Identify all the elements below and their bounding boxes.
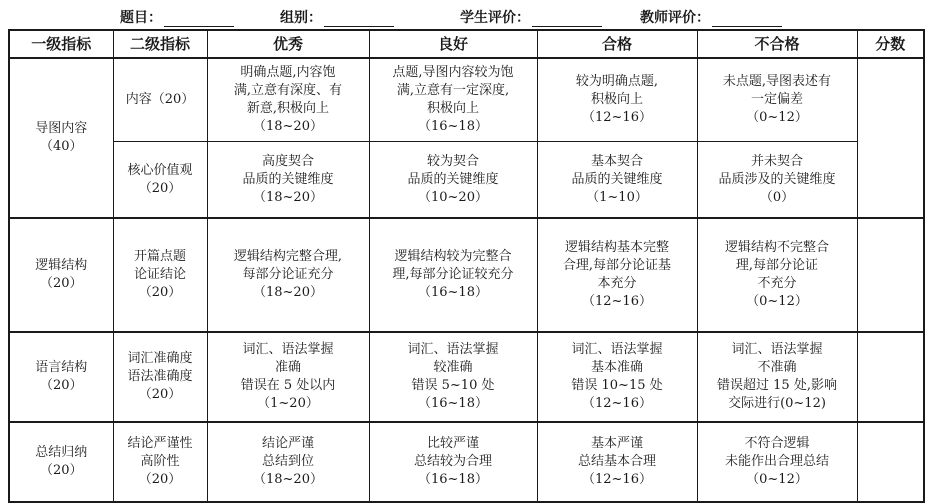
secondary-indicator-cell-line: 语法准确度 bbox=[127, 369, 193, 384]
fail-cell bbox=[697, 142, 857, 219]
fail-cell-line: 错误超过 15 处,影响 bbox=[717, 378, 837, 393]
good-cell-line: 词汇、语法掌握 bbox=[407, 342, 499, 357]
pass-cell-line: 逻辑结构基本完整 bbox=[564, 240, 669, 255]
fail-cell-line: 不充分 bbox=[757, 276, 797, 291]
primary-indicator-cell-line: （20） bbox=[39, 378, 83, 393]
excellent-cell bbox=[207, 142, 369, 219]
fail-cell bbox=[697, 58, 857, 142]
excellent-cell bbox=[207, 218, 369, 332]
good-cell bbox=[369, 332, 537, 422]
excellent-cell-line: 词汇、语法掌握 bbox=[242, 342, 334, 357]
fail-cell bbox=[697, 332, 857, 422]
pass-cell-line: （12~16） bbox=[582, 396, 652, 411]
secondary-indicator-cell bbox=[113, 58, 207, 142]
excellent-cell-line: 新意,积极向上 bbox=[246, 101, 330, 116]
fail-cell-line: （0~12） bbox=[746, 110, 808, 125]
secondary-indicator-cell-line: （20） bbox=[138, 472, 182, 487]
good-cell-line: 品质的关键维度 bbox=[407, 171, 499, 187]
excellent-cell-line: 逻辑结构完整合理, bbox=[233, 249, 343, 264]
primary-indicator-cell-line: 逻辑结构 bbox=[35, 258, 88, 273]
fail-cell-line: 理,每部分论证 bbox=[735, 258, 819, 273]
teacher-eval-field bbox=[640, 7, 782, 27]
secondary-indicator-cell-line: 词汇准确度 bbox=[127, 351, 193, 366]
good-cell bbox=[369, 58, 537, 142]
good-cell-line: 错误 5~10 处 bbox=[411, 378, 495, 393]
primary-indicator-cell-line: （40） bbox=[39, 139, 83, 154]
secondary-indicator-cell bbox=[113, 422, 207, 502]
good-cell-line: 点题,导图内容较为饱 bbox=[392, 65, 514, 80]
excellent-cell-line: （18~20） bbox=[253, 189, 323, 205]
pass-cell bbox=[537, 422, 697, 502]
primary-indicator-cell-line: 语言结构 bbox=[35, 360, 88, 375]
good-cell-line: 理,每部分论证较充分 bbox=[392, 267, 514, 282]
topic-blank[interactable] bbox=[164, 12, 234, 27]
col-header-pass: 合格 bbox=[537, 30, 697, 58]
group-label: 组别： bbox=[280, 10, 322, 26]
fail-cell-line: （0~12） bbox=[746, 472, 808, 487]
col-header-primary: 一级指标 bbox=[9, 30, 113, 58]
fail-cell-line: 并未契合 bbox=[750, 153, 803, 169]
table-row bbox=[9, 142, 924, 219]
pass-cell-line: 合理,每部分论证基 bbox=[562, 258, 672, 273]
secondary-indicator-cell-line: （20） bbox=[138, 387, 182, 402]
teacher-eval-label: 教师评价： bbox=[640, 10, 710, 26]
primary-indicator-cell bbox=[9, 422, 113, 502]
primary-indicator-cell-line: 总结归纳 bbox=[35, 445, 88, 460]
pass-cell-line: 积极向上 bbox=[590, 92, 643, 107]
student-eval-blank[interactable] bbox=[532, 12, 602, 27]
excellent-cell-line: 总结到位 bbox=[261, 454, 314, 469]
fail-cell-line: 未点题,导图表述有 bbox=[722, 74, 832, 89]
form-header bbox=[0, 3, 930, 27]
fail-cell-line: 逻辑结构不完整合 bbox=[724, 240, 829, 255]
col-header-excellent: 优秀 bbox=[207, 30, 369, 58]
table-row bbox=[9, 58, 924, 142]
fail-cell bbox=[697, 422, 857, 502]
pass-cell-line: 较为明确点题, bbox=[575, 74, 659, 89]
pass-cell-line: 基本契合 bbox=[590, 153, 643, 169]
good-cell-line: （10~20） bbox=[418, 189, 488, 205]
secondary-indicator-cell bbox=[113, 142, 207, 219]
secondary-indicator-cell-line: （20） bbox=[138, 180, 182, 196]
fail-cell-line: 不符合逻辑 bbox=[744, 436, 810, 451]
student-eval-label: 学生评价： bbox=[460, 10, 530, 26]
secondary-indicator-cell bbox=[113, 332, 207, 422]
fail-cell-line: 未能作出合理总结 bbox=[724, 454, 829, 469]
secondary-indicator-cell-line: 开篇点题 bbox=[133, 249, 186, 264]
pass-cell bbox=[537, 58, 697, 142]
fail-cell bbox=[697, 218, 857, 332]
topic-field bbox=[120, 7, 234, 27]
good-cell-line: 总结较为合理 bbox=[413, 454, 492, 469]
pass-cell-line: 错误 10~15 处 bbox=[571, 378, 663, 393]
secondary-indicator-cell bbox=[113, 218, 207, 332]
good-cell-line: 比较严谨 bbox=[426, 436, 479, 451]
secondary-indicator-cell-line: 内容（20） bbox=[125, 92, 195, 107]
fail-cell-line: 品质涉及的关键维度 bbox=[718, 171, 836, 187]
primary-indicator-cell bbox=[9, 58, 113, 218]
score-cell[interactable] bbox=[857, 58, 924, 218]
fail-cell-line: 不准确 bbox=[757, 360, 797, 375]
secondary-indicator-cell-line: 高阶性 bbox=[140, 454, 180, 469]
col-header-secondary: 二级指标 bbox=[113, 30, 207, 58]
fail-cell-line: （0~12） bbox=[746, 294, 808, 309]
good-cell-line: 积极向上 bbox=[426, 101, 479, 116]
header-row bbox=[9, 30, 924, 58]
pass-cell-line: 总结基本合理 bbox=[577, 454, 656, 469]
primary-indicator-cell-line: 导图内容 bbox=[35, 121, 88, 136]
pass-cell bbox=[537, 332, 697, 422]
excellent-cell-line: 错误在 5 处以内 bbox=[240, 378, 336, 393]
pass-cell bbox=[537, 218, 697, 332]
group-field bbox=[280, 7, 394, 27]
table-row bbox=[9, 422, 924, 502]
excellent-cell-line: 满,立意有深度、有 bbox=[233, 83, 343, 98]
primary-indicator-cell-line: （20） bbox=[39, 463, 83, 478]
table-row bbox=[9, 332, 924, 422]
teacher-eval-blank[interactable] bbox=[712, 12, 782, 27]
pass-cell-line: （1~10） bbox=[586, 189, 648, 205]
good-cell-line: 较准确 bbox=[433, 360, 473, 375]
good-cell bbox=[369, 142, 537, 219]
excellent-cell-line: 结论严谨 bbox=[261, 436, 314, 451]
fail-cell-line: （0） bbox=[759, 189, 795, 205]
excellent-cell-line: 每部分论证充分 bbox=[242, 267, 334, 282]
good-cell-line: （16~18） bbox=[418, 119, 488, 134]
pass-cell-line: 基本严谨 bbox=[590, 436, 643, 451]
student-eval-field bbox=[460, 7, 602, 27]
rubric-table bbox=[8, 29, 925, 503]
excellent-cell-line: 明确点题,内容饱 bbox=[240, 65, 336, 80]
primary-indicator-cell-line: （20） bbox=[39, 276, 83, 291]
col-header-good: 良好 bbox=[369, 30, 537, 58]
fail-cell-line: 交际进行(0~12) bbox=[728, 396, 826, 411]
excellent-cell-line: （18~20） bbox=[253, 285, 323, 300]
excellent-cell-line: 品质的关键维度 bbox=[242, 171, 334, 187]
fail-cell-line: 一定偏差 bbox=[750, 92, 803, 107]
score-cell[interactable] bbox=[857, 332, 924, 422]
excellent-cell bbox=[207, 422, 369, 502]
excellent-cell-line: 准确 bbox=[274, 360, 301, 375]
excellent-cell bbox=[207, 58, 369, 142]
good-cell-line: （16~18） bbox=[418, 396, 488, 411]
primary-indicator-cell bbox=[9, 218, 113, 332]
excellent-cell-line: （1~20） bbox=[257, 396, 319, 411]
good-cell bbox=[369, 218, 537, 332]
group-blank[interactable] bbox=[324, 12, 394, 27]
good-cell-line: （16~18） bbox=[418, 472, 488, 487]
excellent-cell-line: （18~20） bbox=[253, 472, 323, 487]
good-cell-line: （16~18） bbox=[418, 285, 488, 300]
secondary-indicator-cell-line: （20） bbox=[138, 285, 182, 300]
excellent-cell-line: （18~20） bbox=[253, 119, 323, 134]
secondary-indicator-cell-line: 核心价值观 bbox=[127, 162, 193, 178]
pass-cell-line: 基本准确 bbox=[590, 360, 643, 375]
pass-cell-line: 本充分 bbox=[597, 276, 637, 291]
good-cell-line: 逻辑结构较为完整合 bbox=[394, 249, 512, 264]
pass-cell-line: （12~16） bbox=[582, 110, 652, 125]
excellent-cell bbox=[207, 332, 369, 422]
score-cell[interactable] bbox=[857, 218, 924, 332]
secondary-indicator-cell-line: 结论严谨性 bbox=[127, 436, 193, 451]
pass-cell-line: （12~16） bbox=[582, 294, 652, 309]
pass-cell-line: 品质的关键维度 bbox=[571, 171, 663, 187]
good-cell bbox=[369, 422, 537, 502]
score-cell[interactable] bbox=[857, 422, 924, 502]
table-row bbox=[9, 218, 924, 332]
col-header-score: 分数 bbox=[857, 30, 924, 58]
good-cell-line: 满,立意有一定深度, bbox=[396, 83, 510, 98]
fail-cell-line: 词汇、语法掌握 bbox=[731, 342, 823, 357]
excellent-cell-line: 高度契合 bbox=[261, 153, 314, 169]
primary-indicator-cell bbox=[9, 332, 113, 422]
pass-cell bbox=[537, 142, 697, 219]
secondary-indicator-cell-line: 论证结论 bbox=[133, 267, 186, 282]
pass-cell-line: 词汇、语法掌握 bbox=[571, 342, 663, 357]
good-cell-line: 较为契合 bbox=[426, 153, 479, 169]
topic-label: 题目： bbox=[120, 10, 162, 26]
col-header-fail: 不合格 bbox=[697, 30, 857, 58]
pass-cell-line: （12~16） bbox=[582, 472, 652, 487]
